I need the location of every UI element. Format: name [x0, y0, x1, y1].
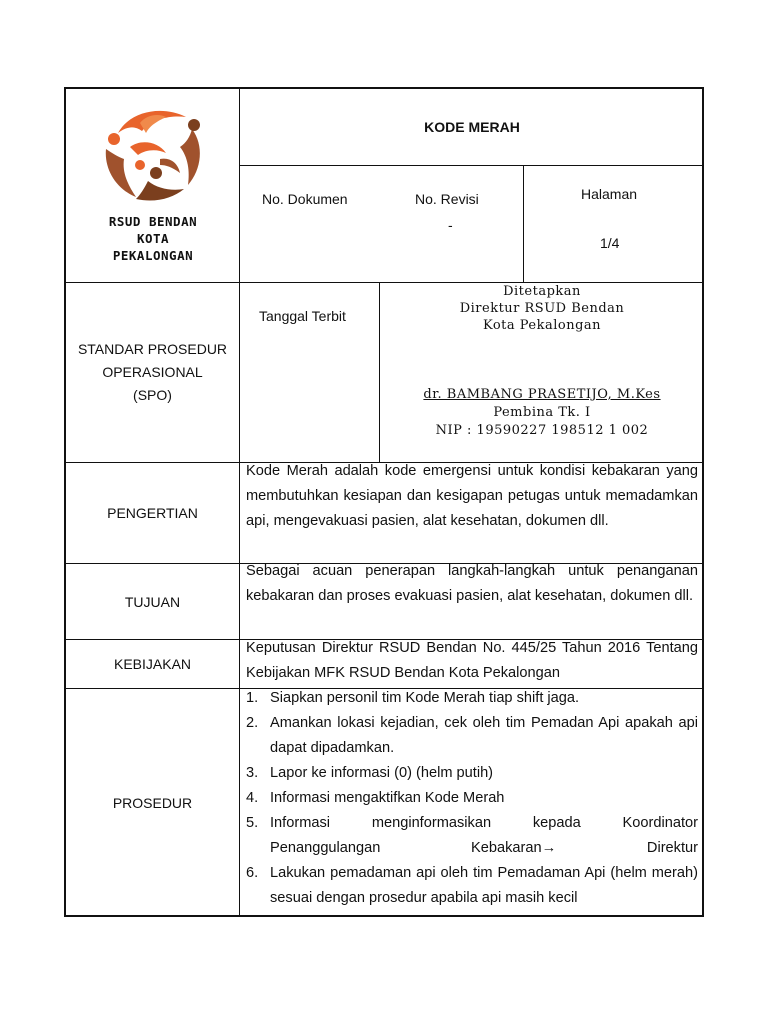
procedure-step: [242, 786, 698, 811]
spo-label-line: (SPO): [133, 386, 172, 403]
step-text: Siapkan personil tim Kode Merah tiap shift jaga.: [270, 690, 580, 706]
prosedur-label: PROSEDUR: [112, 795, 193, 811]
step-text: Lapor ke informasi (0) (helm putih): [270, 765, 494, 781]
signatory-block: [380, 386, 704, 440]
procedure-step: [242, 761, 698, 786]
prosedur-steps: [242, 686, 698, 911]
halaman-value: 1/4: [600, 235, 620, 251]
logo-head-bottom: [150, 167, 162, 179]
step-number: 4.: [246, 790, 259, 806]
logo-swirl-brown-left: [106, 149, 136, 197]
step-number: 5.: [246, 815, 259, 831]
tujuan-label: TUJUAN: [124, 593, 181, 610]
signatory-name: dr. BAMBANG PRASETIJO, M.Kes: [423, 387, 661, 402]
hospital-name: [66, 213, 240, 264]
logo-head-center: [135, 160, 145, 170]
procedure-step: [242, 711, 698, 761]
pengertian-label: PENGERTIAN: [107, 505, 198, 521]
logo-head-orange: [108, 133, 120, 145]
logo-cell: [66, 89, 240, 282]
no-revisi-value: -: [448, 217, 453, 233]
step-text: Amankan lokasi kejadian, cek oleh tim Pemadan Api apakah api dapat dipadamkan.: [270, 715, 698, 756]
tujuan-text: Sebagai acuan penerapan langkah-langkah untuk penanganan kebakaran dan proses evakuasi pasien, alat kesehatan, dokumen dll.: [246, 563, 698, 604]
kebijakan-label: KEBIJAKAN: [113, 656, 192, 672]
ditetapkan-block: [380, 283, 704, 334]
step-text: Lakukan pemadaman api oleh tim Pemadaman Api (helm merah) sesuai dengan prosedur apabila api masih kecil: [270, 865, 698, 906]
hospital-logo-icon: [100, 103, 206, 203]
step-number: 2.: [246, 715, 259, 731]
ditetapkan-line: Kota Pekalongan: [482, 318, 602, 333]
ditetapkan-line: Direktur RSUD Bendan: [459, 301, 625, 316]
signatory-rank: Pembina Tk. I: [493, 405, 591, 420]
step-text: Informasi menginformasikan kepada Koordinator Penanggulangan Kebakaran→ Direktur: [270, 815, 698, 856]
hospital-name-line: PEKALONGAN: [112, 248, 194, 263]
spo-label-line: STANDAR PROSEDUR: [77, 340, 228, 357]
procedure-step: [242, 861, 698, 911]
logo-arm: [160, 159, 180, 173]
procedure-step: [242, 811, 698, 861]
document-title: KODE MERAH: [424, 119, 520, 135]
no-dokumen-label: No. Dokumen: [262, 191, 348, 207]
step-number: 6.: [246, 865, 259, 881]
no-revisi-label: No. Revisi: [415, 191, 479, 207]
divider: [523, 165, 524, 282]
step-text: Informasi mengaktifkan Kode Merah: [270, 790, 505, 806]
hospital-name-line: RSUD BENDAN: [108, 214, 198, 229]
spo-label: [66, 282, 239, 462]
logo-swirl-brown-right: [180, 129, 200, 185]
hospital-name-line: KOTA: [136, 231, 170, 246]
logo-head-brown: [188, 119, 200, 131]
step-number: 1.: [246, 690, 259, 706]
procedure-list: [242, 686, 698, 911]
tanggal-terbit-label: Tanggal Terbit: [259, 308, 346, 324]
kebijakan-text: Keputusan Direktur RSUD Bendan No. 445/25 Tahun 2016 Tentang Kebijakan MFK RSUD Bendan Kota Pekalongan: [246, 640, 698, 681]
pengertian-text: Kode Merah adalah kode emergensi untuk kondisi kebakaran yang membutuhkan kesiapan dan kesigapan petugas untuk memadamkan api, mengevakuasi pasien, alat kesehatan, dokumen dll.: [246, 463, 698, 529]
halaman-label: Halaman: [581, 186, 638, 202]
divider: [239, 165, 704, 166]
procedure-step: [242, 686, 698, 711]
spo-document: [64, 87, 704, 917]
logo-swirl-bottom: [136, 181, 184, 201]
ditetapkan-line: Ditetapkan: [503, 284, 581, 299]
step-number: 3.: [246, 765, 259, 781]
spo-label-line: OPERASIONAL: [102, 363, 203, 380]
signatory-nip: NIP : 19590227 198512 1 002: [435, 423, 649, 438]
logo-swirl-center: [130, 142, 166, 155]
